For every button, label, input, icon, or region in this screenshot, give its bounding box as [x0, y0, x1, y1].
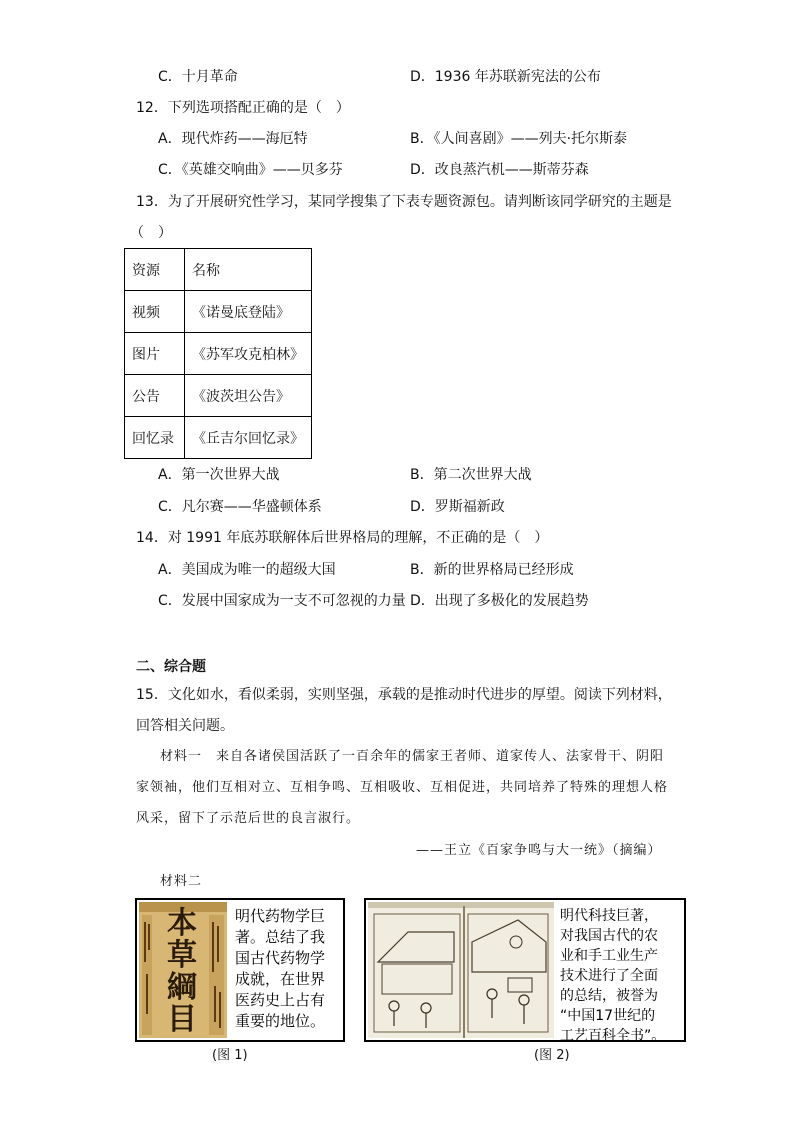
q15-stem-line2: 回答相关问题。 [136, 718, 234, 734]
q13-option-a: A．第一次世界大战 [158, 467, 280, 483]
table-row [125, 333, 312, 375]
figure-2-description: 明代科技巨著， 对我国古代的农 业和手工业生产 技术进行了全面 的总结，被誉为 “中国17世纪的 工艺百科全书”。 [560, 908, 666, 1044]
q13-option-d: D．罗斯福新政 [410, 499, 505, 515]
q14-option-d: D．出现了多极化的发展趋势 [410, 593, 589, 609]
table-cell: 图片 [125, 333, 185, 375]
table-header-cell: 名称 [185, 249, 312, 291]
material1-line2: 家领袖，他们互相对立、互相争鸣、互相吸收、互相促进，共同培养了特殊的理想人格 [136, 780, 669, 795]
material1-source: ——王立《百家争鸣与大一统》（摘编） [416, 843, 662, 858]
q13-stem: 13．为了开展研究性学习，某同学搜集了下表专题资源包。请判断该同学研究的主题是 [136, 194, 672, 210]
q13-paren: （ ） [130, 225, 172, 241]
table-cell: 《波茨坦公告》 [185, 375, 312, 417]
q13-option-b: B．第二次世界大战 [410, 467, 532, 483]
q11-option-c: C．十月革命 [158, 69, 238, 85]
material1-line3: 风采，留下了示范后世的良言淑行。 [136, 811, 361, 826]
q14-option-b: B．新的世界格局已经形成 [410, 562, 574, 578]
figure-2-caption: (图 2) [534, 1048, 570, 1063]
figure-1-description: 明代药物学巨 著。总结了我 国古代药物学 成就，在世界 医药史上占有 重要的地位。 [235, 907, 326, 1030]
figure-2-frame [364, 898, 686, 1042]
table-cell: 公告 [125, 375, 185, 417]
q12-option-a: A．现代炸药——海厄特 [158, 131, 308, 147]
q12-option-c: C．《英雄交响曲》——贝多芬 [158, 162, 343, 178]
q14-option-c: C．发展中国家成为一支不可忽视的力量 [158, 593, 406, 609]
table-cell: 《丘吉尔回忆录》 [185, 417, 312, 459]
q14-stem: 14．对 1991 年底苏联解体后世界格局的理解，不正确的是（ ） [136, 530, 549, 546]
table-cell: 《诺曼底登陆》 [185, 291, 312, 333]
q14-option-a: A．美国成为唯一的超级大国 [158, 562, 336, 578]
resource-table [124, 248, 312, 459]
table-cell: 回忆录 [125, 417, 185, 459]
q12-option-d: D．改良蒸汽机——斯蒂芬森 [410, 162, 589, 178]
table-cell: 视频 [125, 291, 185, 333]
table-row [125, 375, 312, 417]
table-header-row [125, 249, 312, 291]
q12-stem: 12．下列选项搭配正确的是（ ） [136, 100, 350, 116]
table-row [125, 417, 312, 459]
tiangong-kaiwu-illustration-image [368, 902, 554, 1038]
q11-option-d: D．1936 年苏联新宪法的公布 [410, 69, 601, 85]
figure-1-frame [135, 898, 345, 1042]
q15-stem-line1: 15．文化如水，看似柔弱，实则坚强，承载的是推动时代进步的厚望。阅读下列材料， [136, 687, 672, 703]
table-header-cell: 资源 [125, 249, 185, 291]
material2-label: 材料二 [160, 874, 203, 889]
table-row [125, 291, 312, 333]
figure-1-caption: (图 1) [212, 1048, 248, 1063]
q13-option-c: C．凡尔赛——华盛顿体系 [158, 499, 322, 515]
q12-option-b: B．《人间喜剧》——列夫·托尔斯泰 [410, 131, 628, 147]
section-heading: 二、综合题 [136, 659, 206, 675]
figure-1-cover-title: 本草綱目 [167, 906, 197, 1037]
material1-line1: 材料一 来自各诸侯国活跃了一百余年的儒家王者师、道家传人、法家骨干、阴阳 [160, 749, 665, 764]
table-cell: 《苏军攻克柏林》 [185, 333, 312, 375]
